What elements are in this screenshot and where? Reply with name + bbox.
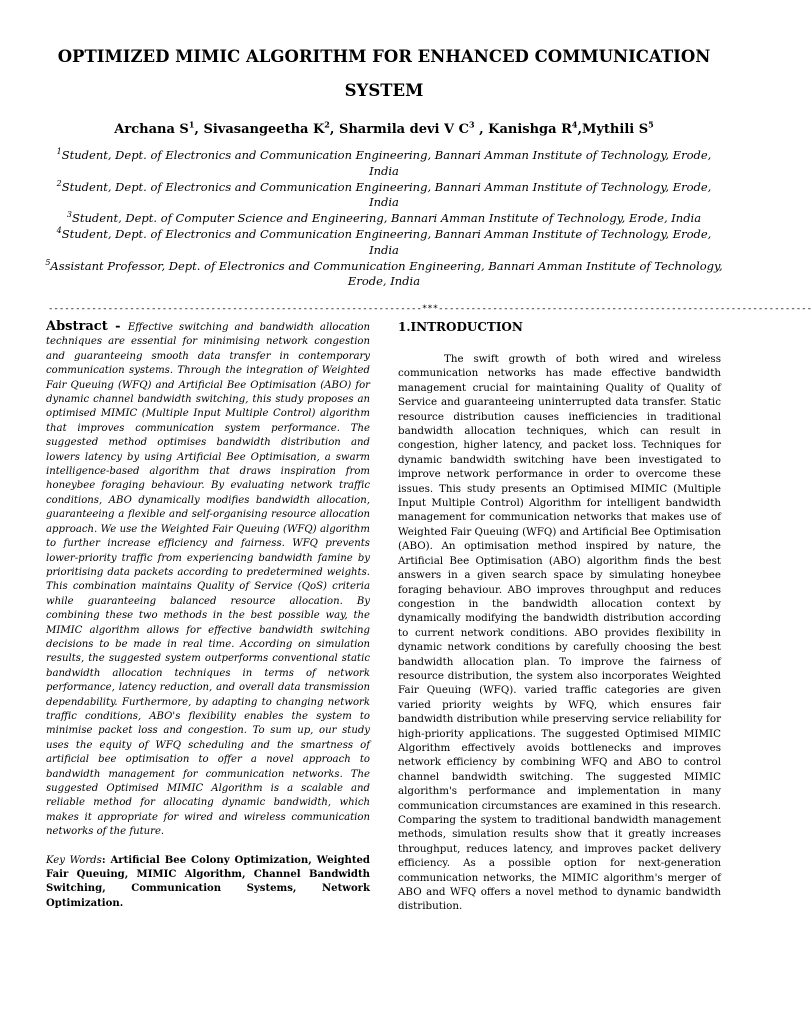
section-heading: 1.INTRODUCTION xyxy=(398,320,523,334)
right-column xyxy=(398,320,721,914)
affiliation-superscript: 3 xyxy=(66,210,72,220)
author-name: Sivasangeetha K xyxy=(203,122,325,137)
keywords-label: Key Words xyxy=(46,854,102,866)
left-column xyxy=(46,320,370,911)
author-name: Mythili S xyxy=(581,122,649,137)
affiliation-text: Student, Dept. of Electronics and Communication Engineering, Bannari Amman Institute of Technology, Erode, India xyxy=(61,179,712,210)
affiliation xyxy=(44,148,724,180)
author-name: Sharmila devi V C xyxy=(338,122,469,137)
author-superscript: 1 xyxy=(188,119,195,130)
affiliation xyxy=(44,227,724,259)
affiliation xyxy=(44,259,724,291)
author-separator: , xyxy=(577,122,582,137)
affiliation-superscript: 4 xyxy=(56,226,62,236)
author-list xyxy=(40,121,728,139)
section-separator: ---------------------------------------------------------------------***--------------------------------------------------------------------- xyxy=(48,304,812,314)
paper-title: OPTIMIZED MIMIC ALGORITHM FOR ENHANCED COMMUNICATION SYSTEM xyxy=(57,47,711,100)
affiliation-superscript: 1 xyxy=(56,147,62,157)
abstract-text: Effective switching and bandwidth allocation techniques are essential for minimising network congestion and guaranteeing smooth data transfer in contemporary communication systems. Through the integration of Weighted Fair Queuing (WFQ) and Artificial Bee Optimisation (ABO) for dynamic channel bandwidth switching, this study proposes an optimised MIMIC (Multiple Input Multiple Control) algorithm that improves communication system performance. The suggested method optimises bandwidth distribution and lowers latency by using Artificial Bee Optimisation, a swarm intelligence-based algorithm that draws inspiration from honeybee foraging behaviour. By evaluating network traffic conditions, ABO dynamically modifies bandwidth allocation, guaranteeing a flexible and self-organising resource allocation approach. We use the Weighted Fair Queuing (WFQ) algorithm to further increase efficiency and fairness. WFQ prevents lower-priority traffic from experiencing bandwidth famine by prioritising data packets according to predetermined weights. This combination maintains Quality of Service (QoS) criteria while guaranteeing balanced resource allocation. By combining these two methods in the best possible way, the MIMIC algorithm allows for effective bandwidth switching decisions to be made in real time. According on simulation results, the suggested system outperforms conventional static bandwidth allocation techniques in terms of network performance, latency reduction, and overall data transmission dependability. Furthermore, by adapting to changing network traffic conditions, ABO's flexibility enables the system to minimise packet loss and congestion. To sum up, our study uses the equity of WFQ scheduling and the smartness of artificial bee optimisation to offer a novel approach to bandwidth management for communication networks. The suggested Optimised MIMIC Algorithm is a scalable and reliable method for allocating dynamic bandwidth, which makes it appropriate for wired and wireless communication networks of the future. xyxy=(46,322,371,838)
affiliation xyxy=(44,211,724,227)
author-separator: , xyxy=(329,122,339,137)
introduction-paragraph: The swift growth of both wired and wireless communication networks has made effective bandwidth management crucial for maintaining Quality of Quality of Service and guaranteeing uninterrupted data transfer. Static resource distribution causes inefficiencies in traditional bandwidth allocation techniques, which can result in congestion, higher latency, and packet loss. Techniques for dynamic bandwidth switching have been investigated to improve network performance in order to overcome these issues. This study presents an Optimised MIMIC (Multiple Input Multiple Control) Algorithm for intelligent bandwidth management for communication networks that makes use of Weighted Fair Queuing (WFQ) and Artificial Bee Optimisation (ABO). An optimisation method inspired by nature, the Artificial Bee Optimisation (ABO) algorithm finds the best answers in a given search space by simulating honeybee foraging behaviour. ABO improves throughput and reduces congestion in the bandwidth allocation context by dynamically modifying the bandwidth distribution according to current network conditions. ABO provides flexibility in dynamic network conditions by carefully choosing the best bandwidth allocation plan. To improve the fairness of resource distribution, the system also incorporates Weighted Fair Queuing (WFQ). varied traffic categories are given varied priority weights by WFQ, which ensures fair bandwidth distribution while preserving service reliability for high-priority applications. The suggested Optimised MIMIC Algorithm effectively avoids bottlenecks and improves network efficiency by combining WFQ and ABO to control channel bandwidth switching. The suggested MIMIC algorithm's performance and implementation in many communication circumstances are examined in this research. Comparing the system to traditional bandwidth management methods, simulation results show that it greatly increases throughput, reduces latency, and improves packet delivery efficiency. As a possible option for next-generation communication networks, the MIMIC algorithm's merger of ABO and WFQ offers a novel method to dynamic bandwidth distribution. xyxy=(398,353,721,913)
author-superscript: 2 xyxy=(324,119,330,130)
author-superscript: 5 xyxy=(648,119,654,130)
keywords-text: : Artificial Bee Colony Optimization, Weighted Fair Queuing, MIMIC Algorithm, Channel Bandwidth Switching, Communication Systems, Network Optimization. xyxy=(46,854,370,909)
author-separator: , xyxy=(194,122,204,137)
author-superscript: 4 xyxy=(571,119,578,130)
abstract xyxy=(46,320,370,840)
author-superscript: 3 xyxy=(468,119,475,130)
affiliation xyxy=(44,180,724,212)
abstract-label: Abstract - xyxy=(46,319,128,334)
author-separator: , xyxy=(474,122,489,137)
affiliation-superscript: 2 xyxy=(56,178,62,188)
affiliation-list xyxy=(44,148,724,290)
author-name: Kanishga R xyxy=(488,122,572,137)
affiliation-text: Student, Dept. of Electronics and Communication Engineering, Bannari Amman Institute of Technology, Erode, India xyxy=(61,148,712,178)
author-name: Archana S xyxy=(114,122,189,137)
affiliation-text: Student, Dept. of Electronics and Communication Engineering, Bannari Amman Institute of Technology, Erode, India xyxy=(61,226,712,257)
affiliation-text: Student, Dept. of Computer Science and Engineering, Bannari Amman Institute of Technology, Erode, India xyxy=(71,211,702,226)
affiliation-text: Assistant Professor, Dept. of Electronics and Communication Engineering, Bannari Amman Institute of Technology, Erode, India xyxy=(50,258,723,289)
keywords xyxy=(46,854,370,912)
affiliation-superscript: 5 xyxy=(45,257,51,267)
